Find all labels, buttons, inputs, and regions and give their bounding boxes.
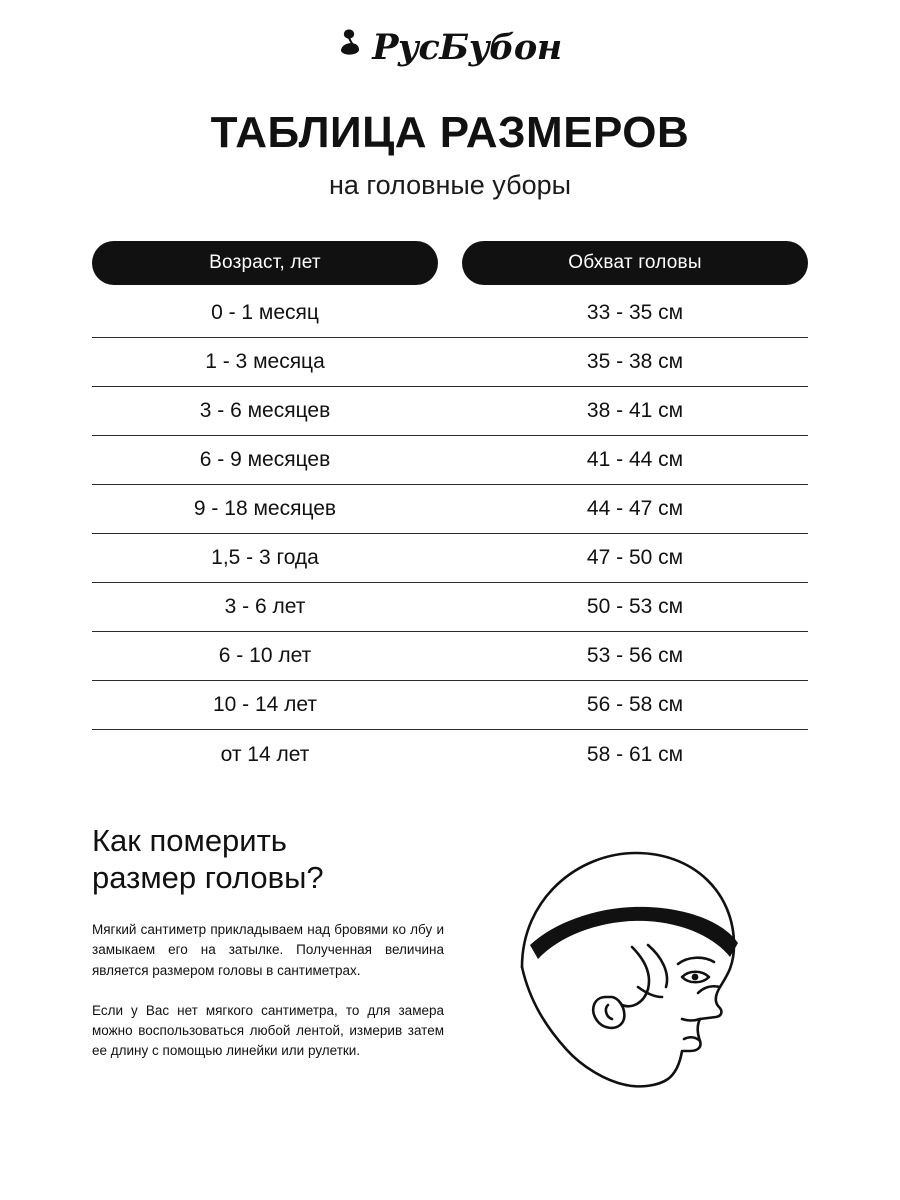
how-to-title xyxy=(92,823,464,896)
cell-age: 9 - 18 месяцев xyxy=(193,497,337,520)
table-row xyxy=(92,436,808,485)
table-row xyxy=(92,681,808,730)
table-row xyxy=(92,387,808,436)
pompom-hat-icon xyxy=(338,29,364,59)
cell-circumference: 44 - 47 см xyxy=(586,497,684,520)
cell-circumference: 53 - 56 см xyxy=(586,644,684,667)
cell-circumference: 41 - 44 см xyxy=(586,448,684,471)
how-to-paragraph-2: Если у Вас нет мягкого сантиметра, то для замера можно воспользоваться любой лентой, измерив затем ее длину с помощью линейки или рулетки. xyxy=(92,1002,444,1059)
cell-age: 10 - 14 лет xyxy=(212,693,318,716)
cell-age: 6 - 10 лет xyxy=(218,644,312,667)
cell-circumference: 38 - 41 см xyxy=(586,399,684,422)
brand-logo xyxy=(0,0,900,68)
cell-age: от 14 лет xyxy=(220,742,310,766)
cell-circumference: 35 - 38 см xyxy=(586,350,684,373)
page-subtitle: на головные уборы xyxy=(328,170,572,200)
table-header-circumference: Обхват головы xyxy=(462,241,808,285)
cell-age: 1,5 - 3 года xyxy=(211,546,319,569)
illustration-container xyxy=(464,823,808,1132)
head-with-measuring-tape-icon xyxy=(486,827,786,1132)
how-to-measure-text xyxy=(92,823,464,1062)
cell-circumference: 33 - 35 см xyxy=(586,301,684,324)
cell-circumference: 50 - 53 см xyxy=(586,595,684,618)
table-header-row xyxy=(92,241,808,285)
table-row xyxy=(92,632,808,681)
cell-age: 6 - 9 месяцев xyxy=(199,448,331,471)
table-row xyxy=(92,730,808,779)
how-to-paragraph-1: Мягкий сантиметр прикладываем над бровями ко лбу и замыкаем его на затылке. Полученная величина является размером головы в сантиметрах. xyxy=(92,922,444,978)
how-to-title-line-1: Как померить xyxy=(92,823,287,858)
table-row xyxy=(92,289,808,338)
cell-age: 1 - 3 месяца xyxy=(205,350,325,373)
table-row xyxy=(92,485,808,534)
cell-age: 0 - 1 месяц xyxy=(211,301,319,324)
cell-circumference: 56 - 58 см xyxy=(586,693,684,716)
table-row xyxy=(92,583,808,632)
cell-age: 3 - 6 лет xyxy=(224,595,306,618)
table-body xyxy=(92,289,808,779)
table-header-age: Возраст, лет xyxy=(92,241,438,285)
cell-age: 3 - 6 месяцев xyxy=(199,399,331,422)
page-title: ТАБЛИЦА РАЗМЕРОВ xyxy=(210,108,690,157)
table-row xyxy=(92,534,808,583)
how-to-measure-section xyxy=(92,823,808,1132)
table-row xyxy=(92,338,808,387)
cell-circumference: 47 - 50 см xyxy=(586,546,684,569)
cell-circumference: 58 - 61 см xyxy=(586,742,684,766)
size-table xyxy=(92,241,808,779)
how-to-title-line-2: размер головы? xyxy=(92,859,324,895)
brand-name: РусБубон xyxy=(372,26,562,68)
